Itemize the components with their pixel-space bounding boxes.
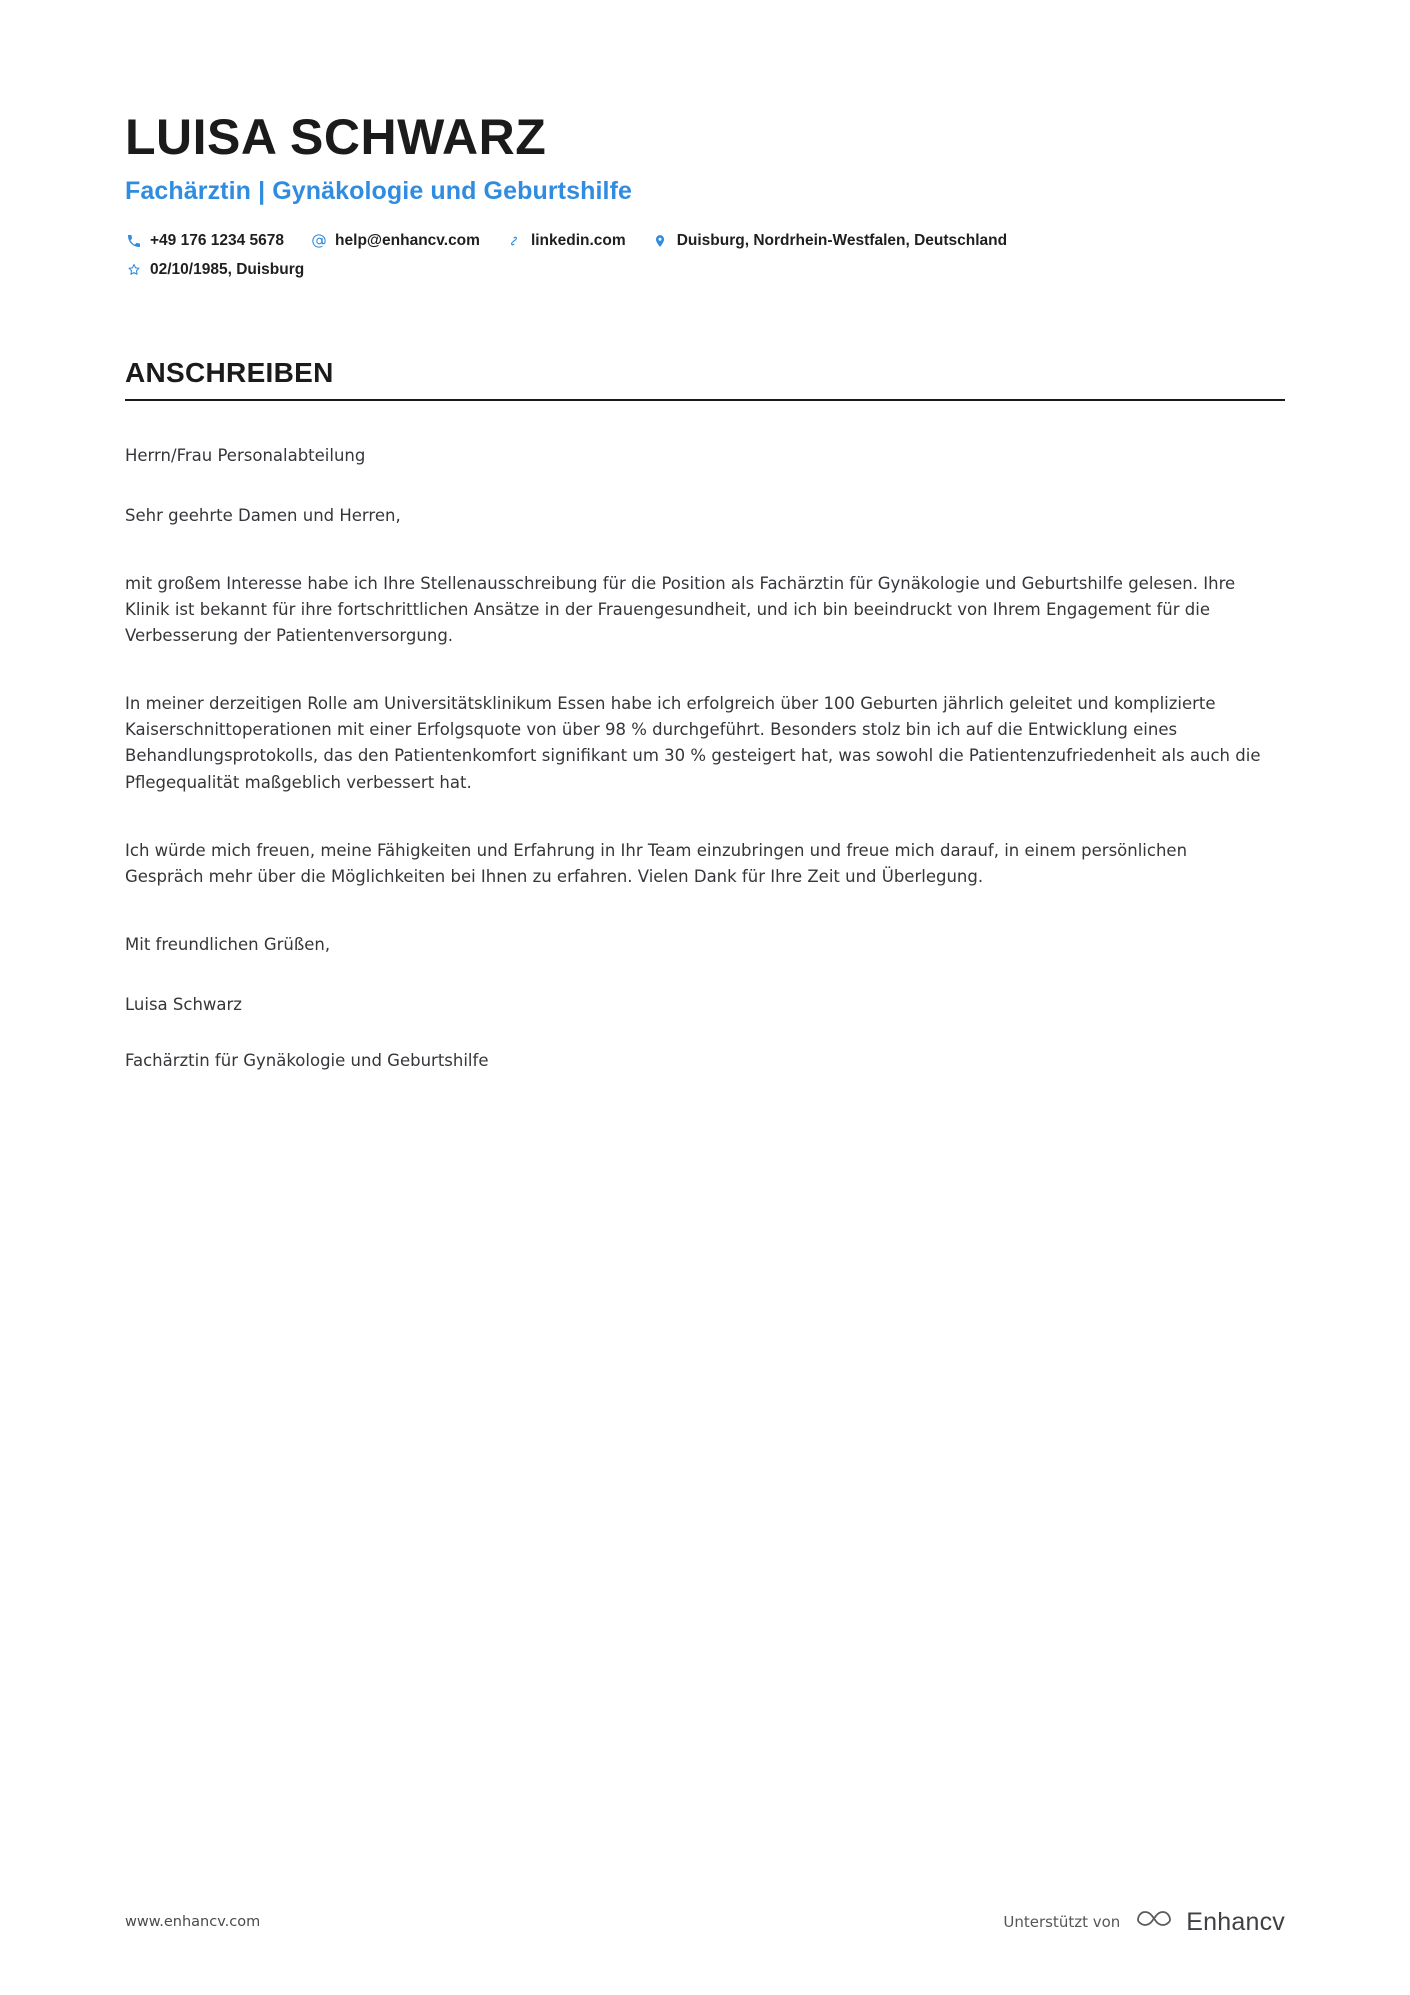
letter-paragraph-1: mit großem Interesse habe ich Ihre Stellenausschreibung für die Position als Fachärztin für Gynäkologie und Geburtshilfe gelesen. Ihre Klinik ist bekannt für ihre fortschrittlichen Ansätze in der Frauengesundheit, und ich bin beeindruckt von Ihrem Engagement für die Verbesserung der Patientenversorgung. (125, 574, 1236, 646)
letter-salutation: Sehr geehrte Damen und Herren, (125, 506, 401, 526)
footer-credit-text: Unterstützt von (1003, 1913, 1121, 1931)
header (125, 110, 1285, 279)
phone-icon (125, 233, 142, 250)
cover-letter-body (125, 443, 1265, 1074)
contact-linkedin[interactable] (506, 232, 626, 250)
letter-closing: Mit freundlichen Grüßen, (125, 934, 331, 954)
contact-phone-text: +49 176 1234 5678 (150, 232, 285, 249)
contact-row-secondary (125, 261, 1285, 279)
letter-paragraph-2: In meiner derzeitigen Rolle am Universitätsklinikum Essen habe ich erfolgreich über 100 Geburten jährlich geleitet und komplizierte Kaiserschnittoperationen mit einer Erfolgsquote von über 98 % durchgeführt. Besonders stolz bin ich auf die Entwicklung eines Behandlungsprotokolls, das den Patientenkomfort signifikant um 30 % gesteigert hat, was sowohl die Patientenzufriedenheit als auch die Pflegequalität maßgeblich verbessert hat. (125, 694, 1261, 792)
infinity-logo-icon (1132, 1907, 1176, 1937)
contact-info (125, 232, 1285, 279)
footer-branding (1003, 1907, 1285, 1937)
email-icon (310, 233, 327, 250)
contact-phone[interactable] (125, 232, 284, 250)
contact-row-primary (125, 232, 1285, 250)
page-title: LUISA SCHWARZ (125, 109, 547, 165)
letter-signature-name: Luisa Schwarz (125, 994, 242, 1014)
professional-headline: Fachärztin | Gynäkologie und Geburtshilfe (125, 177, 632, 205)
link-icon (506, 233, 523, 250)
contact-linkedin-text: linkedin.com (530, 232, 626, 249)
star-icon (125, 262, 142, 279)
contact-email[interactable] (310, 232, 480, 250)
section-title-anschreiben: ANSCHREIBEN (125, 357, 334, 388)
contact-email-text: help@enhancv.com (335, 232, 480, 249)
enhancv-logo (1132, 1907, 1285, 1937)
footer-website[interactable]: www.enhancv.com (125, 1914, 261, 1930)
contact-birth (125, 261, 304, 279)
letter-recipient: Herrn/Frau Personalabteilung (125, 446, 366, 465)
location-pin-icon (652, 233, 669, 250)
enhancv-wordmark: Enhancv (1186, 1907, 1285, 1936)
section-divider (125, 399, 1285, 401)
contact-location (652, 232, 1007, 250)
contact-location-text: Duisburg, Nordrhein-Westfalen, Deutschland (676, 232, 1008, 249)
page-footer (0, 1907, 1410, 1937)
letter-paragraph-3: Ich würde mich freuen, meine Fähigkeiten und Erfahrung in Ihr Team einzubringen und freue mich darauf, in einem persönlichen Gespräch mehr über die Möglichkeiten bei Ihnen zu erfahren. Vielen Dank für Ihre Zeit und Überlegung. (125, 840, 1188, 886)
letter-signature-title: Fachärztin für Gynäkologie und Geburtshilfe (125, 1050, 489, 1070)
contact-birth-text: 02/10/1985, Duisburg (150, 261, 305, 278)
